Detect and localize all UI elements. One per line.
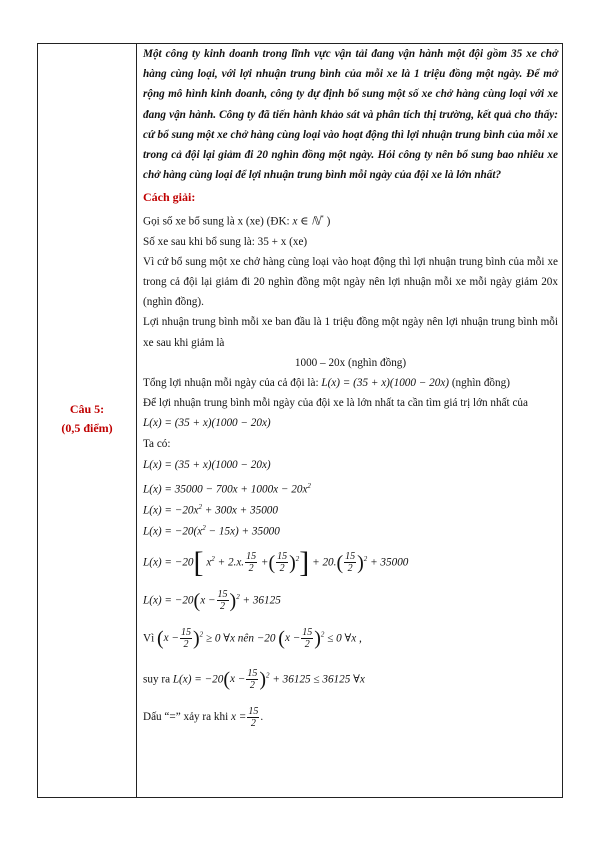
eq-3: $L(x) = -20x^2 + 300x + 35000$ — [143, 502, 278, 517]
line-reason: Vì cứ bổ sung một xe chở hàng cùng loại vào hoạt động thì lợi nhuận trung bình của mỗi xe trong cả đội lại giảm đi 20 nghìn đồng một ngày nên lợi nhuận mỗi xe mỗi ngày giảm 20x (nghìn đồng). — [143, 255, 558, 309]
line-equality: Dấu “=” xảy ra khi x = $\frac{15}{2}$ . — [143, 705, 264, 729]
eq-6: L(x) = −20(x − $\frac{15}{2}$ )$^2$ + 36125 — [143, 589, 281, 613]
line-goal-eq: L(x) = (35 + x)(1000 − 20x) — [143, 417, 271, 430]
line-profit-formula: 1000 – 20x (nghìn đồng) — [294, 356, 407, 369]
line-therefore: suy ra L(x) = −20(x − $\frac{15}{2}$ )$^2$ + 36125 ≤ 36125 ∀x — [143, 668, 365, 692]
solution-heading: Cách giải: — [143, 190, 196, 205]
eq-5: L(x) = −20[ $x^2 + 2.x$. $\frac{15}{2}$ +( $\frac{15}{2}$ )$^2$] + 20.( $\frac{15}{2}$ )$^2$ + 35000 — [143, 545, 409, 579]
line-we-have: Ta có: — [143, 438, 171, 451]
problem-statement: Một công ty kinh doanh trong lĩnh vực vận tải đang vận hành một đội gồm 35 xe chở hàng cùng loại, với lợi nhuận trung bình của mỗi xe là 1 triệu đồng một ngày. Để mở rộng mô hình kinh doanh, công ty dự định bổ sung một số xe chở hàng cùng loại với xe đang vận hành. Công ty đã tiến hành khảo sát và phân tích thị trường, kết quả cho thấy: cứ bổ sung một xe chở hàng cùng loại vào hoạt động thì lợi nhuận trung bình của mỗi xe trong cả đội lại giảm đi 20 nghìn đồng một ngày. Hỏi công ty nên bổ sung bao nhiêu xe chở hàng cùng loại để lợi nhuận trung bình mỗi ngày của đội xe là lớn nhất? — [143, 48, 558, 182]
question-points: (0,5 điểm) — [61, 421, 113, 435]
question-number: Câu 5: — [69, 402, 105, 416]
line-goal: Để lợi nhuận trung bình mỗi ngày của đội xe là lớn nhất ta cần tìm giá trị lớn nhất của — [143, 397, 528, 410]
answer-content — [143, 44, 558, 737]
eq-4: $L(x) = -20(x^2 - 15x) + 35000$ — [143, 523, 280, 538]
column-divider — [136, 43, 137, 798]
line-initial-profit: Lợi nhuận trung bình mỗi xe ban đầu là 1 triệu đồng một ngày nên lợi nhuận trung bình mỗi xe sau khi giảm là — [143, 316, 558, 349]
line-let-x: Gọi số xe bổ sung là x (xe) (ĐK: x ∈ ℕ* ) — [143, 213, 331, 228]
line-count: Số xe sau khi bổ sung là: 35 + x (xe) — [143, 235, 308, 248]
line-total-profit: Tổng lợi nhuận mỗi ngày của cả đội là: L(x) = (35 + x)(1000 − 20x) (nghìn đồng) — [143, 376, 510, 389]
line-because: Vì (x − $\frac{15}{2}$ )$^2$ ≥ 0 ∀x nên −20 (x − $\frac{15}{2}$ )$^2$ ≤ 0 ∀x , — [143, 627, 362, 651]
eq-1: L(x) = (35 + x)(1000 − 20x) — [143, 458, 271, 471]
eq-2: $L(x) = 35000 - 700x + 1000x - 20x^2$ — [143, 481, 311, 496]
question-label — [38, 400, 136, 438]
